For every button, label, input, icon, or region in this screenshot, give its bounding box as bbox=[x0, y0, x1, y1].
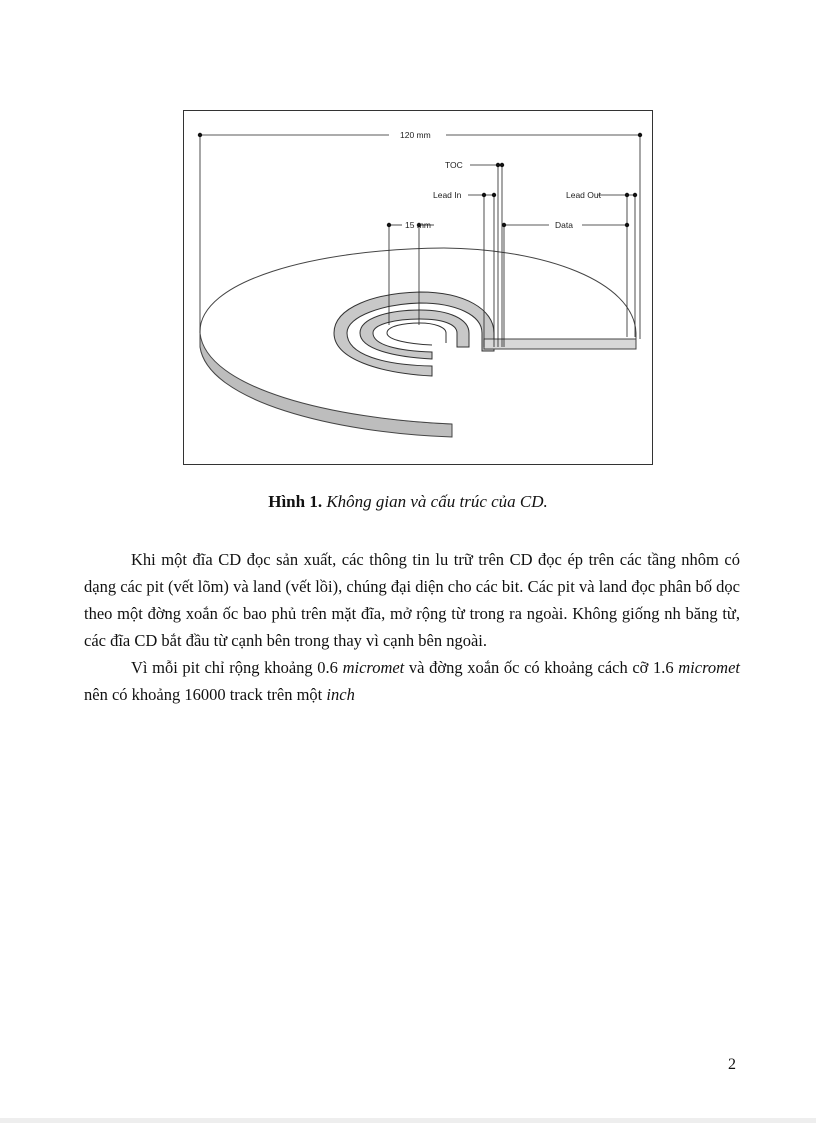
paragraph-2 bbox=[84, 654, 740, 708]
paragraph-2-term: micromet bbox=[342, 658, 405, 677]
toc-label: TOC bbox=[445, 160, 463, 170]
page-number: 2 bbox=[728, 1056, 736, 1073]
figure-caption bbox=[0, 492, 816, 512]
dimension-dots bbox=[198, 133, 642, 227]
paragraph-2-term: micromet bbox=[678, 658, 740, 677]
lead-in-label: Lead In bbox=[433, 190, 462, 200]
paragraph-2-part: Vì mỗi pit chỉ rộng khoảng 0.6 bbox=[131, 658, 343, 677]
lead-out-label: Lead Out bbox=[566, 190, 601, 200]
paragraph-2-part: và đờng xoắn ốc có khoảng cách cỡ 1.6 bbox=[404, 658, 679, 677]
caption-label: Hình 1. bbox=[268, 492, 323, 511]
dimension-total-label: 120 mm bbox=[400, 130, 431, 140]
caption-text: Không gian và cấu trúc của CD. bbox=[326, 492, 548, 511]
data-label: Data bbox=[555, 220, 573, 230]
cd-structure-diagram bbox=[184, 111, 654, 466]
cd-structure-figure bbox=[183, 110, 653, 465]
body-text bbox=[84, 546, 740, 708]
page-bottom-edge bbox=[0, 1118, 816, 1123]
cut-edge bbox=[484, 339, 636, 349]
paragraph-2-part: nên có khoảng 16000 track trên một bbox=[84, 685, 327, 704]
paragraph-1: Khi một đĩa CD đọc sản xuất, các thông tin lu trữ trên CD đọc ép trên các tầng nhôm có dạng các pit (vết lõm) và land (vết lồi), chúng đại diện cho các bit. Các pit và land đọc phân bố dọc theo một đờng xoắn ốc bao phủ trên mặt đĩa, mở rộng từ trong ra ngoài. Không giống nh băng từ, các đĩa CD bắt đầu từ cạnh bên trong thay vì cạnh bên ngoài. bbox=[84, 550, 740, 650]
dimension-hole-label: 15 mm bbox=[405, 220, 431, 230]
paragraph-2-term: inch bbox=[326, 685, 355, 704]
